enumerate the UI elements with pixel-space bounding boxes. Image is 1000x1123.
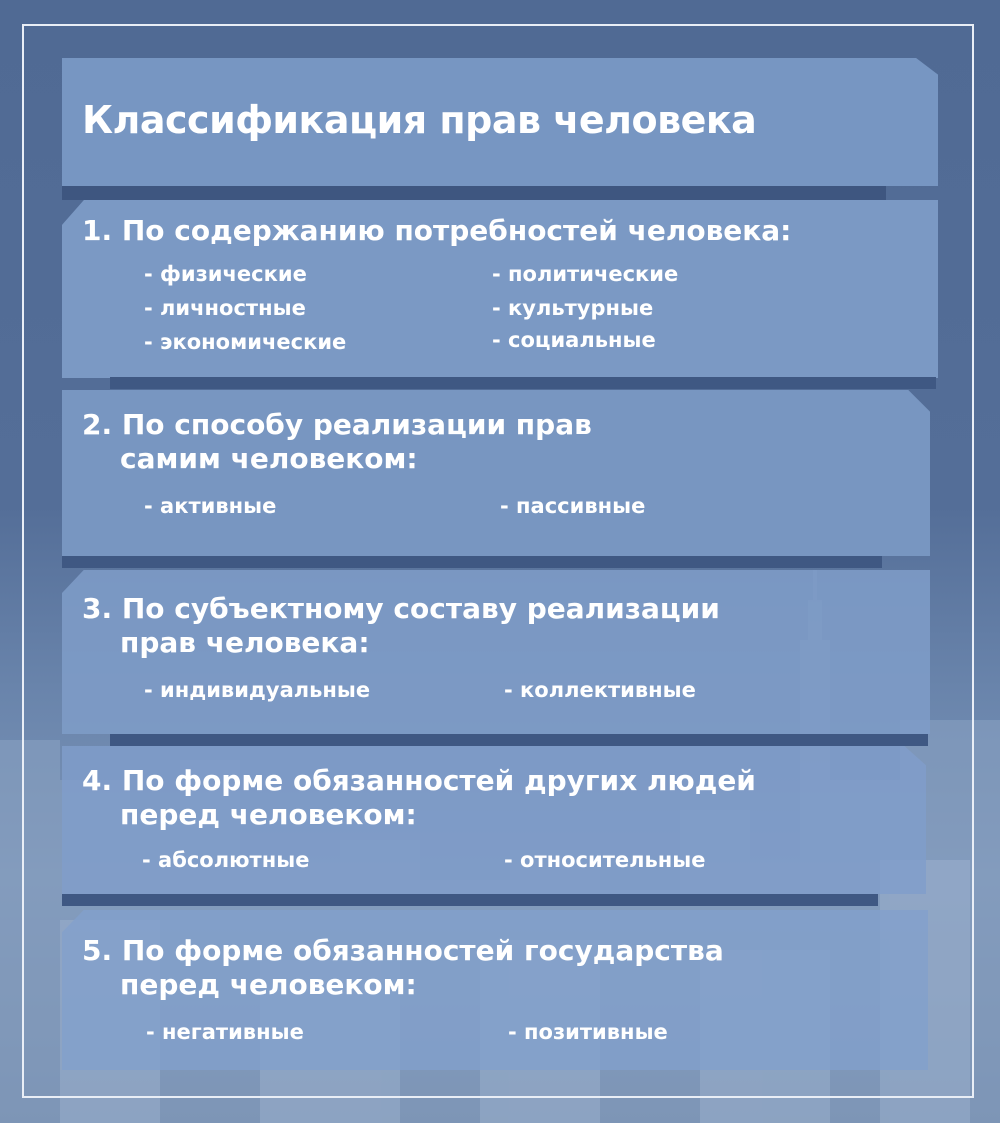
divider-bar [110, 734, 928, 746]
list-item: - позитивные [508, 1020, 668, 1044]
list-item: - коллективные [504, 678, 696, 702]
list-item: - политические [492, 262, 679, 286]
list-item: - пассивные [500, 494, 646, 518]
list-item: - личностные [144, 296, 306, 320]
section-heading-line: перед человеком: [120, 798, 417, 831]
list-item: - физические [144, 262, 307, 286]
section-heading-line: 1. По содержанию потребностей человека: [82, 214, 792, 247]
divider-bar [62, 894, 878, 906]
list-item: - экономические [144, 330, 347, 354]
section-heading-5 [82, 934, 724, 1002]
list-item: - культурные [492, 296, 654, 320]
section-heading-line: 3. По субъектному составу реализации [82, 592, 720, 625]
section-heading-line: 5. По форме обязанностей государства [82, 934, 724, 967]
section-heading-line: 2. По способу реализации прав [82, 408, 592, 441]
section-heading-line: самим человеком: [120, 442, 418, 475]
section-heading-line: перед человеком: [120, 968, 417, 1001]
section-heading-line: 4. По форме обязанностей других людей [82, 764, 756, 797]
list-item: - активные [144, 494, 277, 518]
list-item: - относительные [504, 848, 706, 872]
divider-bar [62, 556, 882, 568]
divider-bar [110, 377, 936, 389]
title-card-shadow [62, 186, 886, 200]
section-heading-1 [82, 214, 791, 248]
list-item: - негативные [146, 1020, 304, 1044]
section-heading-2 [82, 408, 592, 476]
list-item: - абсолютные [142, 848, 310, 872]
list-item: - индивидуальные [144, 678, 371, 702]
section-heading-line: прав человека: [120, 626, 370, 659]
section-heading-3 [82, 592, 720, 660]
page-title: Классификация прав человека [82, 98, 757, 142]
section-heading-4 [82, 764, 756, 832]
list-item: - социальные [492, 328, 656, 352]
